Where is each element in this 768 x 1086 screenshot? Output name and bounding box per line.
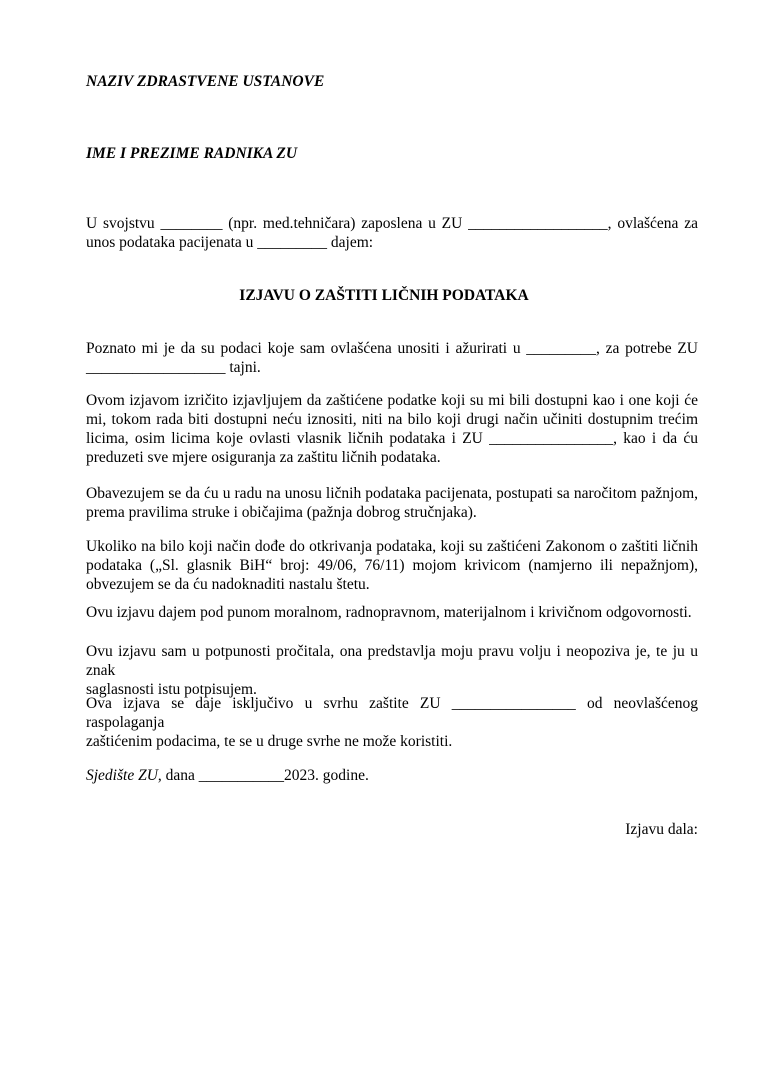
paragraph-4 [86, 537, 698, 594]
place-date-line [86, 766, 369, 785]
paragraph-line: Ova izjava se daje isključivo u svrhu zaštite ZU ________________ od neovlašćenog raspolaganja [86, 695, 698, 731]
worker-name-heading: IME I PREZIME RADNIKA ZU [86, 145, 298, 162]
intro-line: unos podataka pacijenata u _________ dajem: [86, 234, 374, 251]
place-label: Sjedište ZU [86, 767, 158, 784]
paragraph-2 [86, 391, 698, 467]
intro-paragraph [86, 214, 698, 252]
paragraph-line: licima, osim licima koje ovlasti vlasnik ličnih podataka i ZU ________________, kao i da ću [86, 430, 698, 447]
institution-name-heading: NAZIV ZDRASTVENE USTANOVE [86, 73, 325, 90]
paragraph-line: Ovom izjavom izričito izjavljujem da zaštićene podatke koji su mi bili dostupni kao i one koji će [86, 392, 698, 409]
paragraph-line: mi, tokom rada biti dostupni neću iznositi, niti na bilo koji drugi način učiniti dostupnim trećim [86, 411, 698, 428]
paragraph-line: zaštićenim podacima, te se u druge svrhe ne može koristiti. [86, 733, 453, 750]
paragraph-5 [86, 603, 698, 622]
paragraph-7 [86, 694, 698, 751]
paragraph-line: obvezujem se da ću nadoknaditi nastalu štetu. [86, 576, 370, 593]
paragraph-3 [86, 484, 698, 522]
paragraph-line: Obavezujem se da ću u radu na unosu ličnih podataka pacijenata, postupati sa naročitom pažnjom, [86, 485, 698, 502]
paragraph-line: __________________ tajni. [86, 359, 261, 376]
date-text: , dana ___________2023. godine. [157, 767, 369, 784]
paragraph-line: Ovu izjavu dajem pod punom moralnom, radnopravnom, materijalnom i krivičnom odgovornosti. [86, 604, 692, 621]
paragraph-line: Ovu izjavu sam u potpunosti pročitala, ona predstavlja moju pravu volju i neopoziva je, te ju u znak [86, 643, 698, 679]
paragraph-line: Ukoliko na bilo koji način dođe do otkrivanja podataka, koji su zaštićeni Zakonom o zaštiti ličnih [86, 538, 698, 555]
paragraph-line: saglasnosti istu potpisujem. [86, 681, 257, 698]
intro-line: U svojstvu ________ (npr. med.tehničara) zaposlena u ZU __________________, ovlašćena za [86, 215, 698, 232]
paragraph-line: Poznato mi je da su podaci koje sam ovlašćena unositi i ažurirati u _________, za potrebe ZU [86, 340, 698, 357]
paragraph-line: prema pravilima struke i običajima (pažnja dobrog stručnjaka). [86, 504, 477, 521]
paragraph-line: podataka („Sl. glasnik BiH“ broj: 49/06, 76/11) mojom krivicom (namjerno ili nepažnjom), [86, 557, 698, 574]
paragraph-1 [86, 339, 698, 377]
paragraph-6 [86, 642, 698, 699]
document-title: IZJAVU O ZAŠTITI LIČNIH PODATAKA [239, 287, 529, 304]
signature-label: Izjavu dala: [625, 821, 698, 838]
paragraph-line: preduzeti sve mjere osiguranja za zaštitu ličnih podataka. [86, 449, 441, 466]
